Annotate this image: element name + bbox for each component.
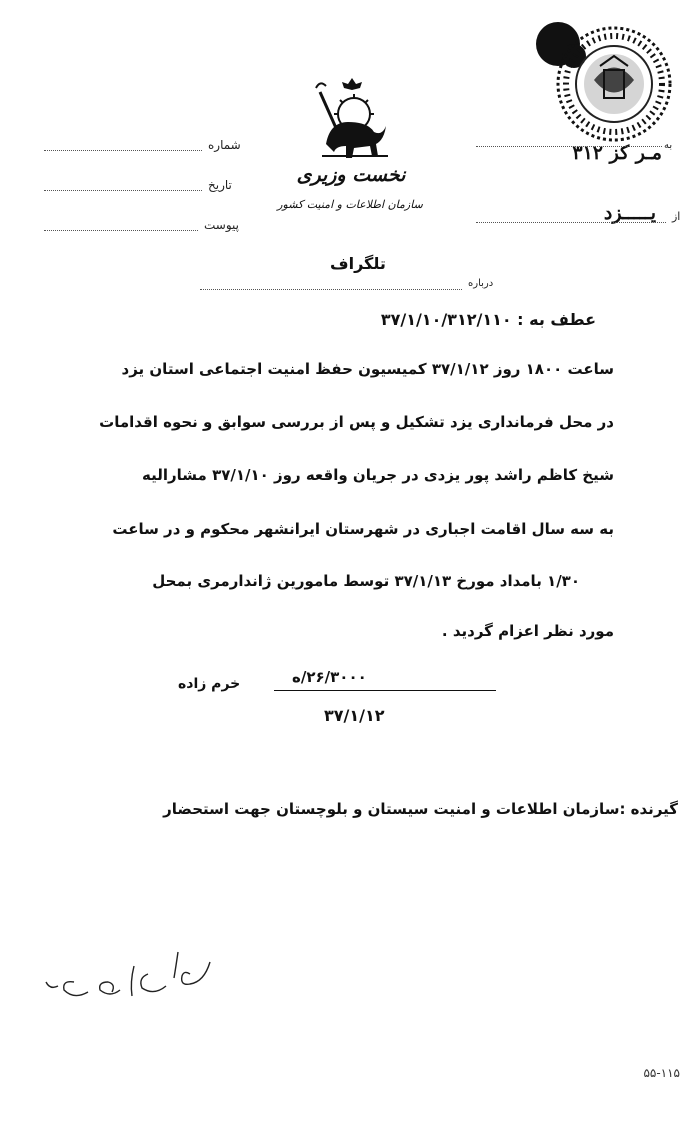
- body-line-4: به سه سال اقامت اجباری در شهرستان ایرانشهر محکوم و در ساعت: [112, 520, 614, 538]
- signature-name: خرم زاده: [178, 676, 241, 692]
- recipient-line: گیرنده :سازمان اطلاعات و امنیت سیستان و بلوچستان جهت استحضار: [163, 800, 678, 818]
- official-seal: [534, 20, 674, 150]
- subject-label: درباره: [468, 278, 494, 289]
- from-value: یـــــزد: [603, 202, 656, 224]
- signature-date: ۳۷/۱/۱۲: [324, 706, 385, 725]
- to-value: مـر کز ۳۱۲: [572, 142, 662, 164]
- signature-code: ۲۶/۳۰۰۰/ه: [292, 668, 367, 686]
- body-line-5: ۱/۳۰ بامداد مورخ ۳۷/۱/۱۳ توسط مامورین ژاندارمری بمحل: [152, 572, 580, 590]
- number-dotted-line: [44, 150, 202, 151]
- to-dotted-line: [476, 146, 662, 147]
- ministry-title: نخست وزیری: [296, 164, 406, 186]
- signature-underline: [274, 690, 496, 691]
- lion-and-sun-emblem: [308, 74, 398, 162]
- body-line-6: مورد نظر اعزام گردید .: [441, 622, 614, 640]
- handwritten-note: [38, 946, 228, 1016]
- body-line-3: شیخ کاظم راشد پور یزدی در جریان واقعه روز ۳۷/۱/۱۰ مشارالیه: [142, 466, 614, 484]
- number-label: شماره: [208, 138, 241, 152]
- attachment-dotted-line: [44, 230, 198, 231]
- organization-name: سازمان اطلاعات و امنیت کشور: [277, 198, 423, 211]
- date-dotted-line: [44, 190, 202, 191]
- to-prefix-label: به: [664, 140, 673, 151]
- subject-dotted-line: [200, 289, 462, 290]
- from-prefix-label: از: [672, 210, 681, 223]
- body-line-2: در محل فرمانداری یزد تشکیل و پس از بررسی سوابق و نحوه اقدامات: [99, 413, 614, 431]
- from-dotted-line: [476, 222, 666, 223]
- attachment-label: پیوست: [204, 218, 239, 232]
- page-code: ۵۵-۱۱۵: [643, 1066, 680, 1080]
- reference-line: عطف به : ۳۷/۱/۱۰/۳۱۲/۱۱۰: [380, 310, 596, 329]
- document-type-title: تلگراف: [330, 254, 386, 273]
- body-line-1: ساعت ۱۸۰۰ روز ۳۷/۱/۱۲ کمیسیون حفظ امنیت اجتماعی استان یزد: [121, 360, 614, 378]
- date-label: تاریخ: [208, 178, 232, 192]
